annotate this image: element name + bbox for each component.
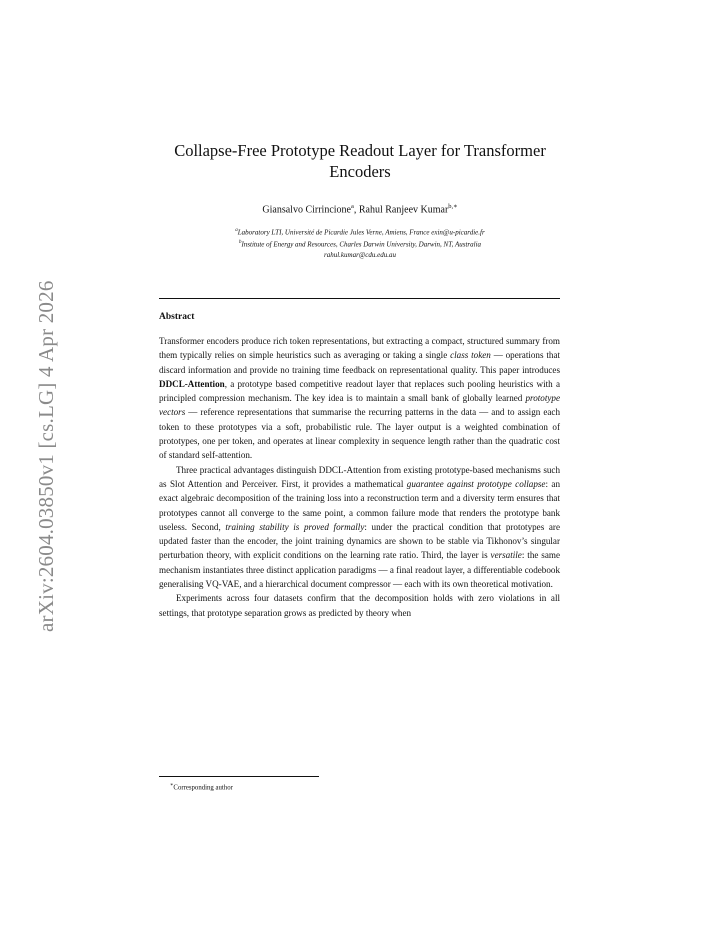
abstract-body: [159, 334, 560, 620]
author-line: [150, 202, 570, 215]
author-mark: a: [350, 203, 354, 210]
footnote: [170, 782, 233, 791]
abstract-text: , a prototype based competitive readout layer that replaces such pooling heuristics with a principled compression mechanism. The key idea is to maintain a small bank of globally learned: [159, 378, 560, 404]
paper-title: Collapse-Free Prototype Readout Layer for Transformer Encoders: [174, 141, 546, 181]
affiliation-line: [150, 226, 570, 238]
affiliation-text: Laboratory LTI, Université de Picardie Jules Verne, Amiens, France exin@u-picardie.fr: [237, 228, 485, 237]
abstract-text: Experiments across four datasets confirm that the decomposition holds with zero violations in all settings, that prototype separation grows as predicted by theory when: [159, 593, 560, 618]
emphasis-text: class token: [450, 350, 491, 361]
abstract-text: Transformer encoders produce rich token representations, but extracting a compact, structured summary from them typically relies on simple heuristics such as averaging or taking a single: [159, 336, 560, 361]
author-separator: ,: [353, 204, 359, 216]
author-name: Giansalvo Cirrincione: [262, 204, 351, 216]
abstract-paragraph: [159, 591, 560, 620]
abstract-text: : an exact algebraic decomposition of the training loss into a reconstruction term and a diversity term ensures that prototypes cannot all converge to the same point, a common failure mode that renders the prototype bank useless. Second,: [159, 478, 561, 532]
affiliation-text: Institute of Energy and Resources, Charles Darwin University, Darwin, NT, Australia: [241, 240, 482, 249]
arxiv-stamp-text: arXiv:2604.03850v1 [cs.LG] 4 Apr 2026: [34, 280, 58, 632]
arxiv-stamp: [0, 0, 58, 932]
footnote-text: Corresponding author: [173, 784, 233, 792]
footnote-mark: ∗: [170, 783, 174, 788]
abstract-text: — operations that discard information and provide no training time feedback on representational quality. This paper introduces: [159, 350, 561, 375]
abstract-text: : the same mechanism instantiates three distinct application paradigms — a final readout layer, a differentiable codebook generalising VQ-VAE, and a hierarchical document compressor — each with its own theoretical motivation.: [159, 550, 560, 590]
footnote-rule: [159, 776, 319, 777]
abstract-heading: Abstract: [159, 312, 195, 322]
abstract-top-rule: [159, 298, 560, 299]
affiliation-mark: a: [235, 228, 238, 233]
emphasis-text: versatile: [490, 550, 522, 561]
emphasis-text: guarantee against prototype collapse: [406, 478, 546, 489]
abstract-text: : under the practical condition that prototypes are updated faster than the encoder, the joint training dynamics are shown to be stable via Tikhonov’s singular perturbation theory, with explicit conditions on the learning rate ratio. Third, the layer is: [159, 521, 560, 561]
abstract-text: — reference representations that summarise the recurring patterns in the data — and to assign each token to these prototypes via a soft, probabilistic rule. The layer output is a weighted combination of prototypes, one per token, and operates at linear complexity in sequence length rather than the quadratic cost of standard self-attention.: [159, 407, 560, 461]
author-mark: b,∗: [448, 203, 458, 210]
affiliation-text: rahul.kumar@cdu.edu.au: [324, 250, 396, 259]
abstract-paragraph: [159, 334, 560, 463]
affiliation-line: [150, 250, 570, 261]
abstract-text: Three practical advantages distinguish DDCL-Attention from existing prototype-based mechanisms such as Slot Attention and Perceiver. First, it provides a mathematical: [159, 464, 560, 489]
abstract-paragraph: [159, 463, 560, 592]
affiliation-mark: b: [238, 239, 242, 245]
emphasis-text: prototype vectors: [159, 393, 560, 418]
author-name: Rahul Ranjeev Kumar: [358, 204, 449, 216]
affiliation-line: [150, 238, 570, 250]
affiliations: [150, 226, 570, 260]
bold-text: DDCL-Attention: [159, 378, 225, 389]
emphasis-text: training stability is proved formally: [225, 521, 365, 532]
